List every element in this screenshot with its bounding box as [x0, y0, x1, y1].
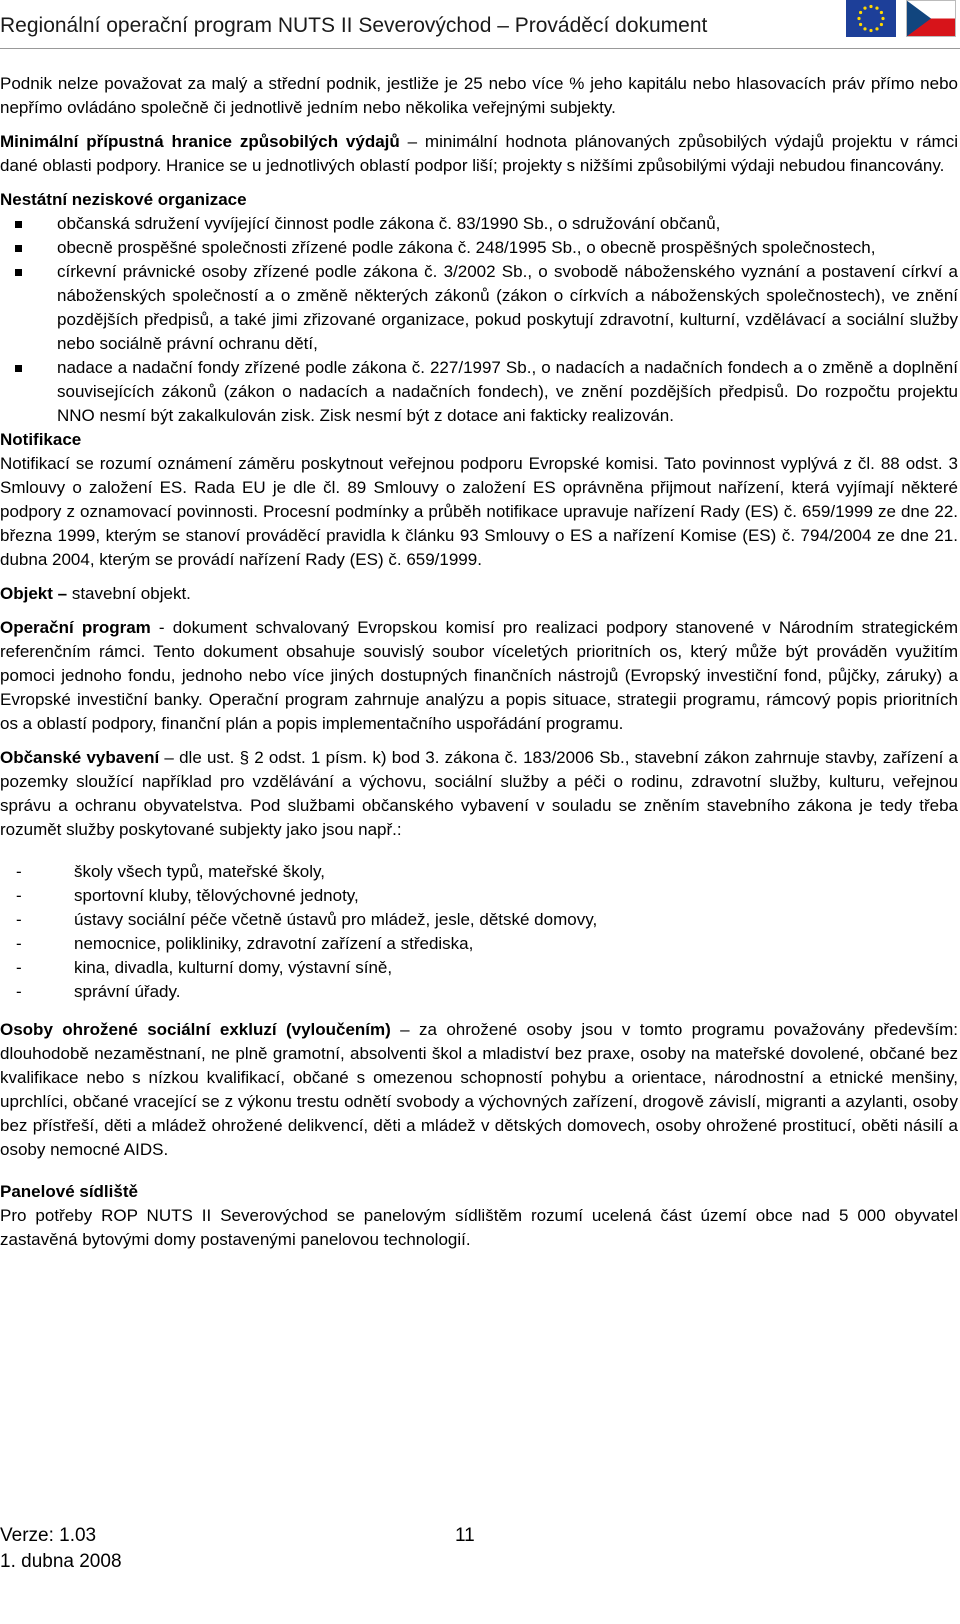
paragraph-operacni-program [0, 616, 958, 736]
list-dash: - [16, 862, 22, 881]
definition-operacni-program: - dokument schvalovaný Evropskou komisí pro realizaci podpory stanovené v Národním strategickém referenčním rámci. Tento dokument obsahuje souvislý soubor víceletých prioritních os, který může být prováděn využitím pomoci jednoho fondu, jednoho nebo více jiných dostupných finančních nástrojů (Evropský investiční fond, půjčky, záruky) a Evropské investiční banky. Operační program zahrnuje analýzu a popis situace, strategii programu, rámcový popis prioritních os a oblastí podpory, finanční plán a popis implementačního uspořádání programu. [0, 618, 959, 733]
paragraph-notifikace: Notifikací se rozumí oznámení záměru poskytnout veřejnou podporu Evropské komisi. Tato povinnost vyplývá z čl. 88 odst. 3 Smlouvy o založení ES. Rada EU je dle čl. 89 Smlouvy o založení ES oprávněna přijmout nařízení, která vyjímají některé podpory z oznamovací povinnosti. Procesní podmínky a průběh notifikace upravuje nařízení Rady (ES) č. 659/1999 ze dne 22. března 1999, kterým se stanoví prováděcí pravidla k článku 93 Smlouvy o ES a nařízení Komise (ES) č. 794/2004 ze dne 21. dubna 2004, kterým se provádí nařízení Rady (ES) č. 659/1999. [0, 454, 958, 569]
list-item [16, 884, 958, 908]
definition-minimum-threshold: – minimální hodnota plánovaných způsobilých výdajů projektu v rámci dané oblasti podpory. Hranice se u jednotlivých oblastí podpor liší; projekty s nižšími způsobilými výdaji nebudou financovány. [0, 132, 958, 175]
page-header [0, 0, 960, 52]
document-body [0, 72, 958, 1252]
list-item: občanská sdružení vyvíjející činnost podle zákona č. 83/1990 Sb., o sdružování občanů, [57, 212, 958, 236]
term-minimum-threshold: Minimální přípustná hranice způsobilých výdajů [0, 132, 400, 151]
czech-flag-icon [906, 0, 956, 37]
list-dash: - [16, 886, 22, 905]
paragraph-small-enterprise: Podnik nelze považovat za malý a střední podnik, jestliže je 25 nebo více % jeho kapitálu nebo hlasovacích práv přímo nebo nepřímo ovládáno společně či jednotlivě jedním nebo několika veřejnými subjekty. [0, 74, 958, 117]
list-item-text: kina, divadla, kulturní domy, výstavní síně, [74, 958, 393, 977]
list-item-text: nemocnice, polikliniky, zdravotní zařízení a střediska, [74, 934, 474, 953]
list-item [16, 980, 958, 1004]
list-item-text: ústavy sociální péče včetně ústavů pro mládež, jesle, dětské domovy, [74, 910, 598, 929]
term-obcanske-vybaveni: Občanské vybavení [0, 748, 160, 767]
czech-flag-shape [906, 0, 956, 37]
list-item [16, 860, 958, 884]
list-obcanske-vybaveni [0, 860, 958, 1004]
list-item [16, 932, 958, 956]
list-item-text: školy všech typů, mateřské školy, [74, 862, 325, 881]
header-divider [0, 48, 960, 49]
list-item: církevní právnické osoby zřízené podle zákona č. 3/2002 Sb., o svobodě náboženského vyznání a postavení církví a náboženských společností a o změně některých zákonů (zákon o církvích a náboženských společnostech), ve znění pozdějších předpisů, a také jimi zřizované organizace, pokud poskytují zdravotní, kulturní, vzdělávací a sociální služby nebo sociálně právní ochranu dětí, [57, 260, 958, 356]
footer-date: 1. dubna 2008 [0, 1551, 122, 1572]
eu-flag-stars [846, 0, 896, 37]
definition-obcanske-vybaveni: – dle ust. § 2 odst. 1 písm. k) bod 3. zákona č. 183/2006 Sb., stavební zákon zahrnuje stavby, zařízení a pozemky sloužící například pro vzdělávání a výchovu, sociální služby a péči o rodinu, zdravotní služby, kulturu, veřejnou správu a ochranu obyvatelstva. Pod službami občanského vybavení v souladu se zněním stavebního zákona je tedy třeba rozumět služby poskytované subjekty jako jsou např.: [0, 748, 958, 839]
term-operacni-program: Operační program [0, 618, 151, 637]
list-item [16, 956, 958, 980]
list-item: nadace a nadační fondy zřízené podle zákona č. 227/1997 Sb., o nadacích a nadačních fondech a o změně a doplnění souvisejících zákonů (zákon o nadacích a nadačních fondech), ve znění pozdějších předpisů. Do rozpočtu projektu NNO nesmí být zakalkulován zisk. Zisk nesmí být z dotace ani fakticky realizován. [57, 356, 958, 428]
paragraph-minimum-threshold [0, 130, 958, 178]
term-osoby-ohrozene: Osoby ohrožené sociální exkluzí (vyloučením) [0, 1020, 391, 1039]
heading-notifikace: Notifikace [0, 430, 82, 449]
list-nno [0, 212, 958, 428]
paragraph-panelove-sidliste: Pro potřeby ROP NUTS II Severovýchod se panelovým sídlištěm rozumí ucelená část území obce nad 5 000 obyvatel zastavěná bytovými domy postavenými panelovou technologií. [0, 1206, 958, 1249]
list-item: obecně prospěšné společnosti zřízené podle zákona č. 248/1995 Sb., o obecně prospěšných společnostech, [57, 236, 958, 260]
list-dash: - [16, 910, 22, 929]
paragraph-osoby-ohrozene [0, 1018, 958, 1162]
footer-version: Verze: 1.03 [0, 1525, 97, 1546]
definition-osoby-ohrozene: – za ohrožené osoby jsou v tomto programu považovány především: dlouhodobě nezaměstnaní, ne plně gramotní, absolventi škol a mladiství bez praxe, osoby na mateřské dovolené, občané bez kvalifikace nebo s nízkou kvalifikací, občané s omezenou schopností pohybu a orientace, národnostní a etnické menšiny, uprchlíci, občané vracející se z výkonu trestu odnětí svobody a výchovných zařízení, drogově závislí, migranti a azylanti, osoby bez přístřeší, děti a mládež ohrožené delikvencí, děti a mládež v dětských domovech, osoby ohrožené prostitucí, oběti násilí a osoby nemocné AIDS. [0, 1020, 958, 1159]
list-dash: - [16, 958, 22, 977]
header-title: Regionální operační program NUTS II Severovýchod – Prováděcí dokument [0, 14, 708, 37]
list-item-text: správní úřady. [74, 982, 181, 1001]
list-item [16, 908, 958, 932]
eu-flag-icon [846, 0, 896, 37]
heading-panelove-sidliste: Panelové sídliště [0, 1182, 138, 1201]
heading-nno: Nestátní neziskové organizace [0, 190, 247, 209]
term-objekt: Objekt – [0, 584, 68, 603]
list-dash: - [16, 934, 22, 953]
list-dash: - [16, 982, 22, 1001]
page-number: 11 [455, 1525, 475, 1546]
definition-objekt: stavební objekt. [67, 584, 191, 603]
paragraph-obcanske-vybaveni [0, 746, 958, 842]
paragraph-objekt [0, 582, 958, 606]
list-item-text: sportovní kluby, tělovýchovné jednoty, [74, 886, 359, 905]
